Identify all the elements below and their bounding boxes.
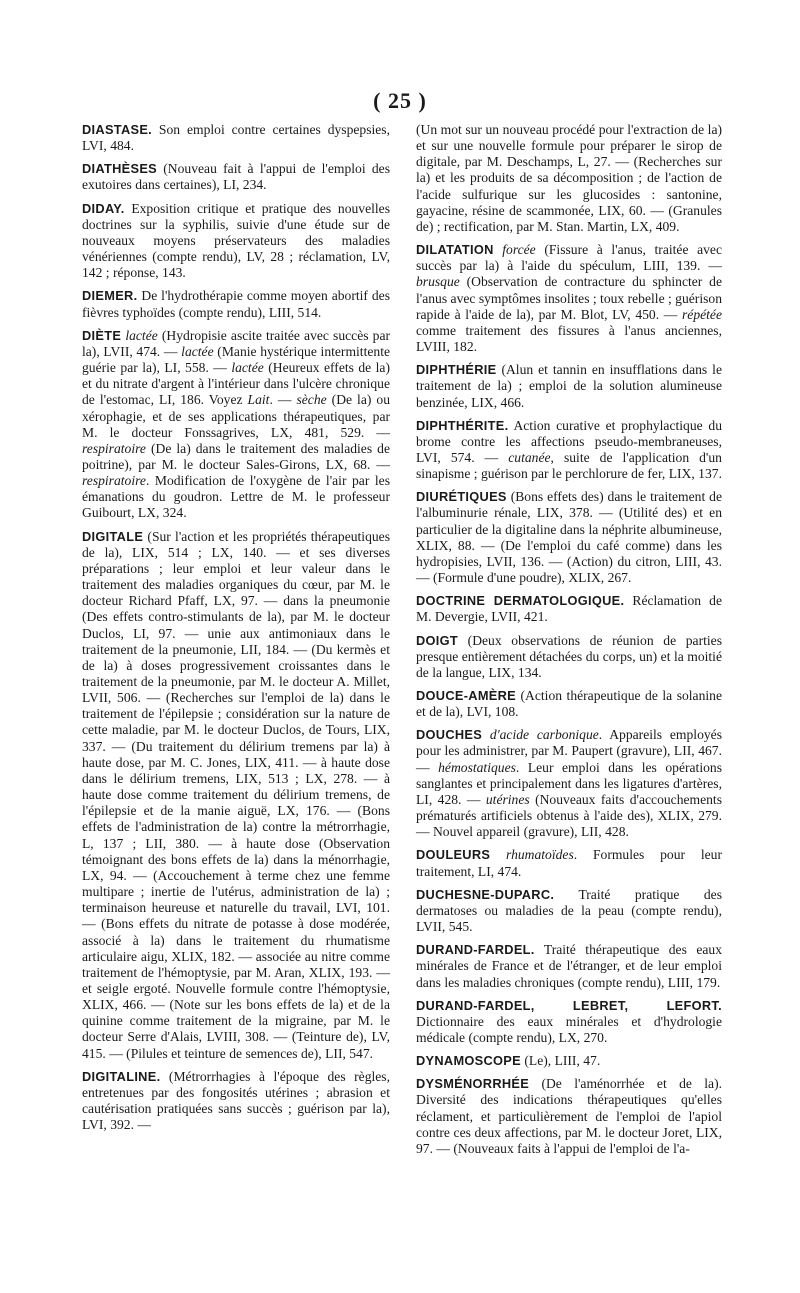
entry-heading: DIURÉTIQUES <box>416 489 507 505</box>
entry-italic-text: lactée <box>125 327 158 343</box>
entry-italic-text: sèche <box>296 392 327 408</box>
entry-heading: DOCTRINE DERMATOLOGIQUE. <box>416 593 625 609</box>
entry-text: (Alun et tannin en insufflations dans le traitement de la) ; emploi de la solution alumineuse benzinée, LIX, 466. <box>416 362 722 410</box>
entry-text <box>494 242 503 257</box>
entry-heading: DURAND-FARDEL, LEBRET, LEFORT. <box>416 997 722 1013</box>
entry-text: (Deux observations de réunion de parties presque entièrement détachées du corps, un) et la moitié de la langue, LIX, 134. <box>416 632 722 680</box>
entry-text: (De la) dans le traitement des maladies de poitrine), par M. le docteur Sales-Girons, LX, 68. — <box>82 440 390 472</box>
entry-italic-text: hémostatiques <box>438 759 516 775</box>
entry-heading: DIÈTE <box>82 327 122 343</box>
index-entry <box>416 998 722 1046</box>
entry-heading: DURAND-FARDEL. <box>416 942 535 958</box>
index-entry <box>416 418 722 483</box>
entry-text: (De la) ou xérophagie, et de ses applications thérapeutiques, par M. le docteur Fonssagrives, LX, 481, 529. — <box>82 392 390 440</box>
entry-text: Traité pratique des dermatoses ou maladies de la peau (compte rendu), LVII, 545. <box>416 886 722 935</box>
entry-text: . Leur emploi dans les opérations sanglantes et principalement dans les ligatures d'artères, LI, 428. — <box>416 759 722 807</box>
index-entry <box>416 593 722 625</box>
entry-italic-text: lactée <box>181 343 214 359</box>
entry-text: (Nouveaux faits d'accouchements prématurés artificiels obtenus à l'aide des), XLIX, 279. — Nouvel appareil (gravure), LII, 428. <box>416 791 722 840</box>
entry-text: Réclamation de M. Devergie, LVII, 421. <box>416 593 722 625</box>
entry-heading: DYSMÉNORRHÉE <box>416 1076 530 1092</box>
entry-italic-text: respiratoire <box>82 440 146 456</box>
entry-heading: DIEMER. <box>82 288 138 304</box>
entry-text <box>490 847 506 862</box>
entry-italic-text: utérines <box>485 791 530 807</box>
index-entry <box>416 122 722 235</box>
page-number: ( 25 ) <box>373 88 427 113</box>
index-entry <box>416 489 722 586</box>
entry-heading: DUCHESNE-DUPARC. <box>416 886 555 902</box>
entry-text: Dictionnaire des eaux minérales et d'hydrologie médicale (compte rendu), LX, 270. <box>416 1013 722 1045</box>
entry-italic-text: forcée <box>502 242 536 258</box>
entry-heading: DIASTASE. <box>82 122 153 137</box>
entry-italic-text: répétée <box>682 306 722 322</box>
entry-heading: DOULEURS <box>416 847 491 863</box>
entry-heading: DILATATION <box>416 242 494 258</box>
index-entry <box>416 727 722 840</box>
index-entry <box>82 1069 390 1134</box>
entry-text: (Sur l'action et les propriétés thérapeutiques de la), LIX, 514 ; LX, 140. — et ses diverses préparations ; leur emploi et leur valeur dans le traitement des maladies organiques du cœur, par M. le docteur Richard Pfaff, LX, 97. — dans la pneumonie (Des effets contro-stimulants de la), par M. le docteur Duclos, LI, 97. — unie aux antimoniaux dans le traitement de la pneumonie, LII, 184. — (Du kermès et de la) à doses progressivement croissantes dans le traitement de la pneumonie, par M. le docteur A. Millet, LVII, 506. — (Recherches sur l'emploi de la) dans le traitement de l'épilepsie ; considération sur la nature de cette maladie, par M. le docteur Duclos, de Tours, LIX, 337. — (Du traitement du délirium tremens par la) à haute dose, par M. C. Jones, LIX, 411. — à haute dose dans le délirium tremens, LIX, 513 ; LX, 278. — à haute dose comme traitement du délirium tremens, de l'épilepsie et de la manie aiguë, LX, 176. — (Bons effets de l'administration de la) contre la métrorrhagie, L, 137 ; LII, 380. — à haute dose (Observation témoignant des bons effets de la) dans la ménorrhagie, LX, 94. — (Accouchement à terme chez une femme multipare ; inertie de l'utérus, administration de la) ; terminaison heureuse et naturelle du travail, LVI, 101. — (Bons effets du nitrate de potasse à dose modérée, associé à la) dans le traitement du rhumatisme articulaire aigu, XLIX, 182. — associée au nitre comme traitement de l'hémoptysie, par M. Aran, XLIX, 193. — et seigle ergoté. Nouvelle formule contre l'hémoptysie, XLIX, 466. — (Note sur les bons effets de la) et de la quinine comme traitement de la migraine, par M. le docteur Serre d'Alais, LVIII, 308. — (Teinture de), LV, 415. — (Pilules et teinture de semences de), LII, 547. <box>82 528 390 1061</box>
index-entry <box>82 529 390 1062</box>
entry-text: (Heureux effets de la) et du nitrate d'argent à l'intérieur dans l'ulcère chronique de l'estomac, LI, 186. Voyez <box>82 360 390 408</box>
entry-text: (Un mot sur un nouveau procédé pour l'extraction de la) et sur une nouvelle formule pour préparer le sirop de digitale, par M. Deschamps, L, 27. — (Recherches sur la) et les produits de sa décomposition ; de l'action de l'acide sulfurique sur les glucosides : santonine, gayacine, résine de scammonée, LIX, 60. — (Granules de) ; rectification, par M. Stan. Martin, LX, 409. <box>416 122 722 234</box>
entry-text: , suite de l'application d'un sinapisme ; guérison par le perchlorure de fer, LIX, 137. <box>416 449 722 482</box>
index-entry <box>82 288 390 320</box>
entry-text: . Formules pour leur traitement, LI, 474. <box>416 847 722 879</box>
entry-heading: DIGITALINE. <box>82 1068 161 1084</box>
entry-text: (Nouveau fait à l'appui de l'emploi des exutoires dans certaines), LI, 234. <box>82 161 390 193</box>
entry-italic-text: Lait <box>247 392 270 408</box>
entry-text: . Appareils employés pour les administrer, par M. Paupert (gravure), LII, 467. — <box>416 727 722 775</box>
entry-text: (Fissure à l'anus, traitée avec succès par la) à l'aide du spéculum, LIII, 139. — <box>416 242 722 274</box>
entry-text: (Manie hystérique intermittente guérie par la), LI, 558. — <box>82 343 390 376</box>
entry-text: . — <box>269 392 297 408</box>
right-column <box>416 122 722 1164</box>
entry-text: (De l'aménorrhée et de la). Diversité des indications thérapeutiques qu'elles réclament, et particulièrement de l'emploi de l'apiol contre ces deux affections, par M. le docteur Joret, LIX, 97. — (Nouveaux faits à l'appui de l'emploi de l'a- <box>416 1076 722 1156</box>
entry-italic-text: rhumatoïdes <box>506 847 574 863</box>
entry-heading: DYNAMOSCOPE <box>416 1053 521 1069</box>
index-entry <box>82 122 390 154</box>
index-entry <box>82 328 390 522</box>
entry-heading: DOUCE-AMÈRE <box>416 688 516 703</box>
entry-text: Son emploi contre certaines dyspepsies, LVI, 484. <box>82 122 390 154</box>
entry-heading: DIATHÈSES <box>82 161 157 177</box>
entry-text: Traité thérapeutique des eaux minérales de France et de l'étranger, et de leur emploi dans les maladies chroniques (compte rendu), LIII, 179. <box>416 942 722 990</box>
entry-italic-text: d'acide carbonique <box>489 727 599 743</box>
entry-text: (Métrorrhagies à l'époque des règles, entretenues par des fongosités utérines ; abrasion et cautérisation pratiquées sans succès ; guérison par la), LVI, 392. — <box>82 1068 390 1133</box>
index-entry <box>82 201 390 282</box>
entry-heading: DIPHTHÉRITE. <box>416 417 509 433</box>
entry-italic-text: lactée <box>231 360 264 376</box>
entry-text: (Hydropisie ascite traitée avec succès par la), LVII, 474. — <box>82 327 390 359</box>
index-entry <box>416 1076 722 1157</box>
entry-text: (Le), LIII, 47. <box>520 1053 601 1069</box>
entry-heading: DIDAY. <box>82 200 125 216</box>
entry-italic-text: brusque <box>416 274 460 290</box>
index-entry <box>416 887 722 935</box>
entry-text: (Observation de contracture du sphincter de l'anus avec symptômes insolites ; toux rebelle ; guérison rapide à l'aide de la), par M. Blot, LV, 450. — <box>416 274 722 322</box>
index-entry <box>416 633 722 681</box>
entry-text: (Action thérapeutique de la solanine et de la), LVI, 108. <box>416 688 722 720</box>
index-entry <box>416 942 722 990</box>
index-entry <box>416 688 722 720</box>
entry-text: . Modification de l'oxygène de l'air par les émanations du goudron. Lettre de M. le professeur Guibourt, LX, 324. <box>82 473 390 521</box>
entry-heading: DOUCHES <box>416 727 483 743</box>
entry-text: Exposition critique et pratique des nouvelles doctrines sur la syphilis, suivie d'une étude sur de nouveaux moyens préservateurs des maladies vénériennes (compte rendu), LV, 28 ; réclamation, LV, 142 ; réponse, 143. <box>82 200 390 281</box>
index-entry <box>416 1053 722 1069</box>
index-entry <box>416 362 722 410</box>
entry-italic-text: respiratoire <box>82 473 146 489</box>
entry-text <box>482 727 490 742</box>
entry-text: Action curative et prophylactique du brome contre les affections pseudo-membraneuses, LVI, 574. — <box>416 417 722 465</box>
entry-text: De l'hydrothérapie comme moyen abortif des fièvres typhoïdes (compte rendu), LIII, 514. <box>82 288 390 320</box>
entry-text: (Bons effets des) dans le traitement de l'albuminurie rénale, LIX, 378. — (Utilité des) et en particulier de la digitaline dans la néphrite albumineuse, XLIX, 88. — (De l'emploi du café comme) dans les hydropisies, LVII, 136. — (Action) du citron, LIII, 43. — (Formule d'une poudre), XLIX, 267. <box>416 489 722 586</box>
entry-heading: DOIGT <box>416 632 459 648</box>
entry-italic-text: cutanée <box>508 449 551 465</box>
entry-heading: DIGITALE <box>82 528 144 544</box>
entry-heading: DIPHTHÉRIE <box>416 362 497 378</box>
index-entry <box>82 161 390 193</box>
entry-text: comme traitement des fissures à l'anus anciennes, LVIII, 182. <box>416 322 722 355</box>
index-entry <box>416 242 722 355</box>
left-column <box>82 122 390 1140</box>
index-entry <box>416 847 722 879</box>
